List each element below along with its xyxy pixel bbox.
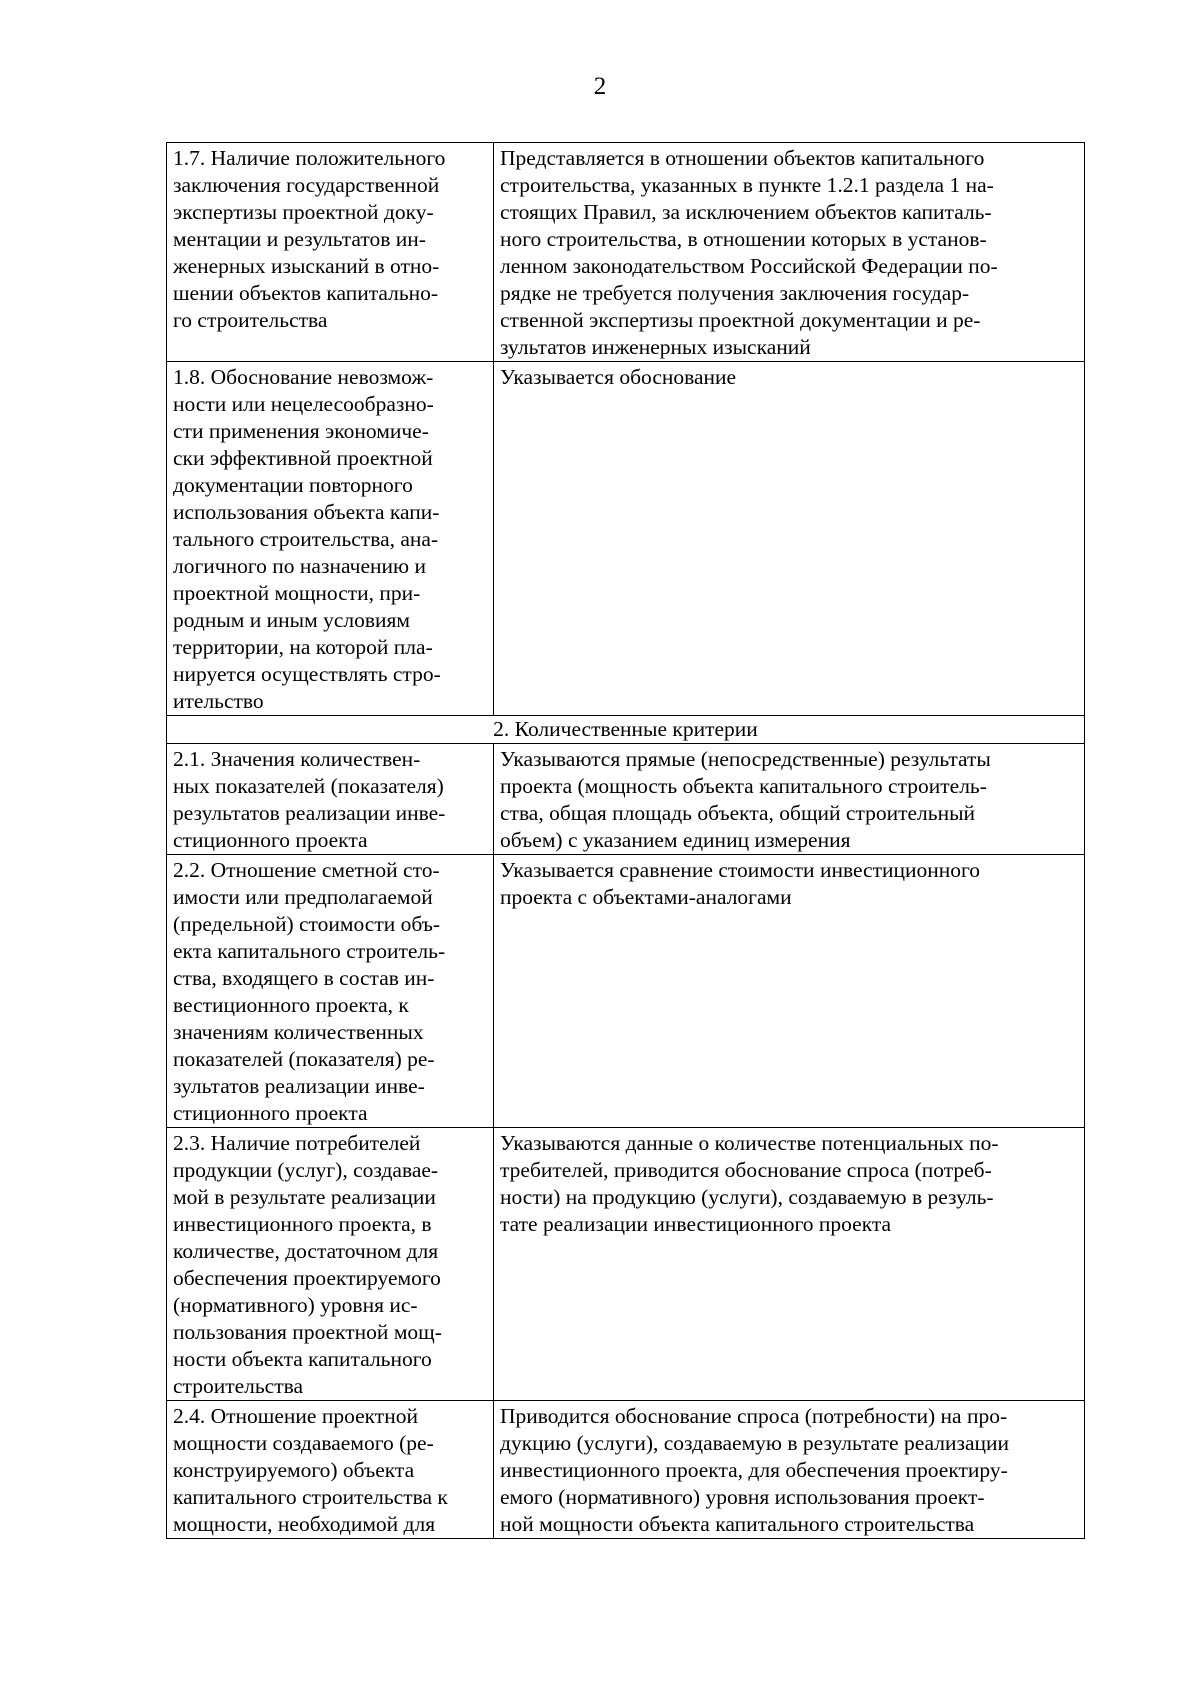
criterion-line: имости или предполагаемой <box>173 885 433 909</box>
section-header-row <box>167 716 1085 744</box>
description-line: проекта (мощность объекта капитального строитель- <box>500 774 987 798</box>
description-line: Указываются данные о количестве потенциальных по- <box>500 1131 999 1155</box>
criterion-line: родным и иным условиям <box>173 608 410 632</box>
criterion-cell <box>167 143 494 362</box>
description-line: Представляется в отношении объектов капитального <box>500 146 985 170</box>
description-line: Указывается сравнение стоимости инвестиционного <box>500 858 981 882</box>
criterion-line: 1.8. Обоснование невозмож- <box>173 365 434 389</box>
criterion-cell <box>167 744 494 855</box>
criterion-line: ных показателей (показателя) <box>173 774 444 798</box>
criterion-line: го строительства <box>173 308 328 332</box>
criterion-line: мощности, необходимой для <box>173 1512 436 1536</box>
criterion-line: ности объекта капитального <box>173 1347 432 1371</box>
description-line: ного строительства, в отношении которых в установ- <box>500 227 987 251</box>
criterion-line: 2.3. Наличие потребителей <box>173 1131 421 1155</box>
description-line: строительства, указанных в пункте 1.2.1 раздела 1 на- <box>500 173 994 197</box>
section-title: 2. Количественные критерии <box>167 716 1085 744</box>
description-line: тате реализации инвестиционного проекта <box>500 1212 892 1236</box>
criterion-line: сти применения экономиче- <box>173 419 429 443</box>
criterion-line: строительства <box>173 1374 304 1398</box>
criteria-table-body <box>167 143 1085 1539</box>
criterion-line: документации повторного <box>173 473 413 497</box>
criterion-line: стиционного проекта <box>173 1101 368 1125</box>
description-line: требителей, приводится обоснование спроса (потреб- <box>500 1158 992 1182</box>
criterion-line: мощности создаваемого (ре- <box>173 1431 434 1455</box>
criteria-table <box>166 142 1085 1539</box>
table-row <box>167 855 1085 1128</box>
criterion-line: результатов реализации инве- <box>173 801 446 825</box>
description-line: проекта с объектами-аналогами <box>500 885 792 909</box>
criterion-line: обеспечения проектируемого <box>173 1266 441 1290</box>
criterion-line: проектной мощности, при- <box>173 581 421 605</box>
description-line: дукцию (услуги), создаваемую в результате реализации <box>500 1431 1010 1455</box>
criterion-line: 2.4. Отношение проектной <box>173 1404 418 1428</box>
criterion-line: инвестиционного проекта, в <box>173 1212 432 1236</box>
criterion-line: 2.1. Значения количествен- <box>173 747 421 771</box>
criterion-line: заключения государственной <box>173 173 440 197</box>
criterion-line: ски эффективной проектной <box>173 446 433 470</box>
description-line: ственной экспертизы проектной документации и ре- <box>500 308 981 332</box>
table-row <box>167 143 1085 362</box>
criterion-line: екта капитального строитель- <box>173 939 446 963</box>
criterion-line: мой в результате реализации <box>173 1185 436 1209</box>
table-row <box>167 1128 1085 1401</box>
criterion-cell <box>167 855 494 1128</box>
criterion-line: (нормативного) уровня ис- <box>173 1293 418 1317</box>
description-line: рядке не требуется получения заключения государ- <box>500 281 970 305</box>
description-line: ности) на продукцию (услуги), создаваемую в резуль- <box>500 1185 994 1209</box>
page-number: 2 <box>593 73 607 100</box>
criterion-line: ства, входящего в состав ин- <box>173 966 435 990</box>
criterion-line: стиционного проекта <box>173 828 368 852</box>
description-cell <box>494 143 1085 362</box>
description-line: Указываются прямые (непосредственные) результаты <box>500 747 991 771</box>
description-line: инвестиционного проекта, для обеспечения проектиру- <box>500 1458 1008 1482</box>
description-cell <box>494 744 1085 855</box>
criterion-line: нируется осуществлять стро- <box>173 662 441 686</box>
criterion-cell <box>167 1401 494 1539</box>
criterion-line: количестве, достаточном для <box>173 1239 439 1263</box>
description-line: Указывается обоснование <box>500 365 737 389</box>
criterion-line: 1.7. Наличие положительного <box>173 146 446 170</box>
description-cell <box>494 1128 1085 1401</box>
description-cell <box>494 855 1085 1128</box>
criterion-line: тального строительства, ана- <box>173 527 439 551</box>
criterion-line: ительство <box>173 689 264 713</box>
description-line: ной мощности объекта капитального строительства <box>500 1512 975 1536</box>
criterion-line: территории, на которой пла- <box>173 635 433 659</box>
criterion-line: экспертизы проектной доку- <box>173 200 434 224</box>
criterion-line: ности или нецелесообразно- <box>173 392 434 416</box>
description-line: зультатов инженерных изысканий <box>500 335 811 359</box>
criterion-line: вестиционного проекта, к <box>173 993 409 1017</box>
description-line: стоящих Правил, за исключением объектов капиталь- <box>500 200 992 224</box>
description-line: ленном законодательством Российской Федерации по- <box>500 254 998 278</box>
criterion-line: (предельной) стоимости объ- <box>173 912 441 936</box>
criterion-line: женерных изысканий в отно- <box>173 254 440 278</box>
table-row <box>167 744 1085 855</box>
description-cell <box>494 362 1085 716</box>
criterion-line: зультатов реализации инве- <box>173 1074 425 1098</box>
criterion-cell <box>167 1128 494 1401</box>
description-cell <box>494 1401 1085 1539</box>
table-row <box>167 1401 1085 1539</box>
criterion-line: логичного по назначению и <box>173 554 426 578</box>
criterion-line: пользования проектной мощ- <box>173 1320 442 1344</box>
criterion-line: конструируемого) объекта <box>173 1458 415 1482</box>
criterion-line: значениям количественных <box>173 1020 424 1044</box>
criterion-line: ментации и результатов ин- <box>173 227 426 251</box>
description-line: ства, общая площадь объекта, общий строительный <box>500 801 976 825</box>
criterion-line: продукции (услуг), создавае- <box>173 1158 439 1182</box>
description-line: емого (нормативного) уровня использования проект- <box>500 1485 985 1509</box>
description-line: объем) с указанием единиц измерения <box>500 828 851 852</box>
criterion-cell <box>167 362 494 716</box>
table-row <box>167 362 1085 716</box>
description-line: Приводится обоснование спроса (потребности) на про- <box>500 1404 1008 1428</box>
criterion-line: использования объекта капи- <box>173 500 440 524</box>
criterion-line: шении объектов капитально- <box>173 281 439 305</box>
criterion-line: капитального строительства к <box>173 1485 448 1509</box>
criterion-line: показателей (показателя) ре- <box>173 1047 435 1071</box>
criterion-line: 2.2. Отношение сметной сто- <box>173 858 440 882</box>
